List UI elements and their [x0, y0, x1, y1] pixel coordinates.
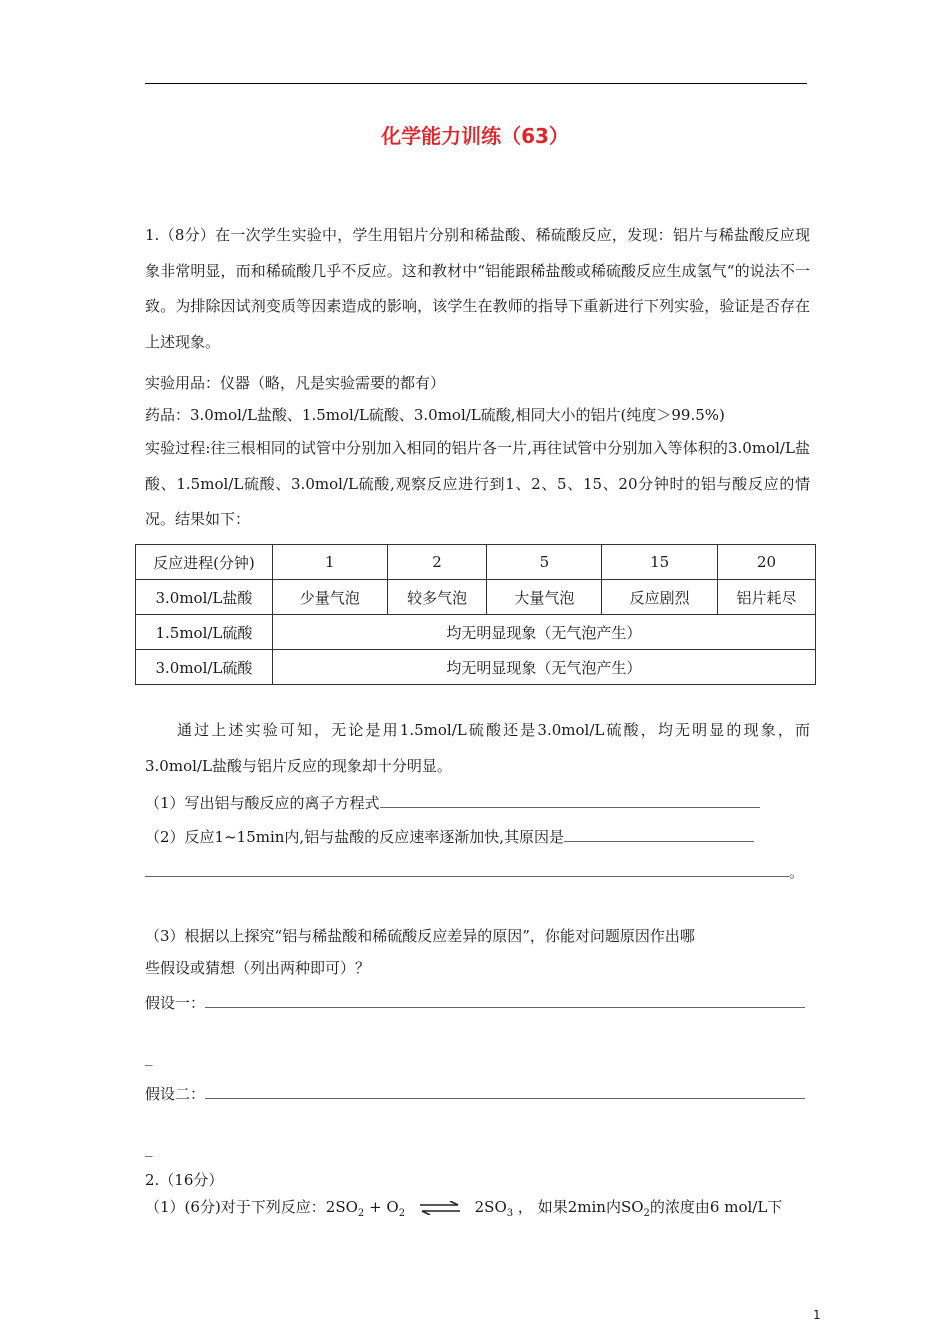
answer-blank-hypothesis-1[interactable] [205, 992, 805, 1008]
table-header-cell: 5 [487, 545, 602, 580]
table-header-cell: 20 [718, 545, 816, 580]
table-row-label: 3.0mol/L硫酸 [136, 650, 273, 685]
page-title: 化学能力训练（63） [381, 124, 569, 148]
q1-sub1-text: （1）写出铝与酸反应的离子方程式 [145, 794, 380, 812]
subscript: 2 [357, 1208, 365, 1219]
table-header-cell: 反应进程(分钟) [136, 545, 273, 580]
trail-mark: _ [145, 1048, 153, 1066]
q1-sub2-cont [145, 861, 804, 882]
subscript: 2 [398, 1208, 406, 1219]
table-cell: 均无明显现象（无气泡产生） [272, 650, 815, 685]
table-cell: 均无明显现象（无气泡产生） [272, 615, 815, 650]
answer-blank-rate-reason-cont[interactable] [145, 861, 789, 877]
answer-blank-rate-reason[interactable] [564, 826, 754, 842]
hypothesis-1 [145, 992, 805, 1013]
q1-sub2 [145, 826, 754, 847]
table-row [136, 545, 816, 580]
answer-blank-ionic-equation[interactable] [380, 792, 760, 808]
q2-comma: ， [517, 1198, 533, 1216]
table-row-label: 1.5mol/L硫酸 [136, 615, 273, 650]
table-row [136, 650, 816, 685]
table-cell: 大量气泡 [487, 580, 602, 615]
q1-procedure: 实验过程:往三根相同的试管中分别加入相同的铝片各一片,再往试管中分别加入等体积的3.0mol/L盐酸、1.5mol/L硫酸、3.0mol/L硫酸,观察反应进行到1、2、5、15、20分钟时的铝与酸反应的情况。结果如下： [145, 439, 810, 528]
table-row [136, 615, 816, 650]
q2-tail-b: 的浓度由6 mol/L下 [649, 1198, 783, 1216]
results-table [135, 544, 816, 685]
table-row [136, 580, 816, 615]
hypothesis-2 [145, 1083, 805, 1104]
q1-sub1 [145, 792, 760, 813]
q1-sub2-text: （2）反应1~15min内,铝与盐酸的反应速率逐渐加快,其原因是 [145, 828, 564, 846]
q1-sub3-line1: （3）根据以上探究“铝与稀盐酸和稀硫酸反应差异的原因”，你能对问题原因作出哪 [145, 927, 695, 945]
table-cell: 反应剧烈 [602, 580, 718, 615]
q2-product: 2SO [474, 1198, 507, 1216]
q2-header: 2.（16分） [145, 1171, 224, 1189]
q2-sub1-prefix: （1）(6分)对于下列反应：2SO [145, 1198, 358, 1216]
table-row-label: 3.0mol/L盐酸 [136, 580, 273, 615]
q1-sub3-line2: 些假设或猜想（列出两种即可）？ [145, 959, 371, 977]
header-rule [145, 83, 807, 84]
subscript: 3 [506, 1208, 514, 1219]
trail-mark: _ [145, 1139, 153, 1157]
hypothesis-1-label: 假设一： [145, 994, 206, 1012]
answer-blank-hypothesis-2[interactable] [205, 1083, 805, 1099]
q2-tail-a: 如果2min内SO [537, 1198, 644, 1216]
table-cell: 少量气泡 [272, 580, 387, 615]
q2-plus-o: + O [364, 1198, 399, 1216]
q1-reagents: 药品：3.0mol/L盐酸、1.5mol/L硫酸、3.0mol/L硫酸,相同大小的铝片(纯度＞99.5%) [145, 406, 725, 424]
table-header-cell: 2 [387, 545, 487, 580]
q1-conclusion: 通过上述实验可知，无论是用1.5mol/L硫酸还是3.0mol/L硫酸，均无明显的现象，而3.0mol/L盐酸与铝片反应的现象却十分明显。 [145, 721, 810, 775]
table-cell: 铝片耗尽 [718, 580, 816, 615]
q2-sub1 [145, 1197, 782, 1224]
q1-intro: 1.（8分）在一次学生实验中，学生用铝片分别和稀盐酸、稀硫酸反应，发现：铝片与稀盐酸反应现象非常明显，而和稀硫酸几乎不反应。这和教材中“铝能跟稀盐酸或稀硫酸反应生成氢气“的说法不一致。为排除因试剂变质等因素造成的影响，该学生在教师的指导下重新进行下列实验，验证是否存在上述现象。 [145, 226, 810, 351]
q1-sub2-end: 。 [789, 863, 805, 881]
equilibrium-arrow-icon [418, 1201, 462, 1215]
subscript: 2 [643, 1208, 650, 1219]
page-number: 1 [813, 1308, 821, 1322]
table-header-cell: 15 [602, 545, 718, 580]
hypothesis-2-label: 假设二： [145, 1085, 206, 1103]
q1-equipment: 实验用品：仪器（略，凡是实验需要的都有） [145, 374, 446, 392]
table-header-cell: 1 [272, 545, 387, 580]
table-cell: 较多气泡 [387, 580, 487, 615]
